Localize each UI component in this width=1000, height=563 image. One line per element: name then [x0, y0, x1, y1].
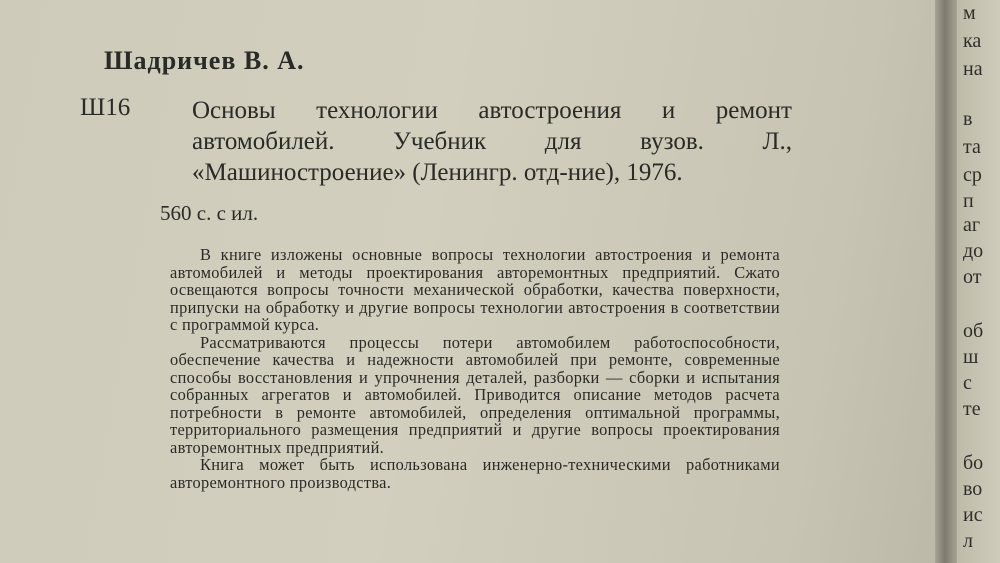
- next-page-fragment: л: [963, 530, 973, 552]
- catalog-code: Ш16: [80, 94, 131, 121]
- next-page-fragment: ш: [963, 346, 979, 368]
- next-page-fragment: те: [963, 398, 981, 420]
- next-page-fragment: от: [963, 266, 982, 288]
- next-page-fragment: ис: [963, 504, 983, 526]
- next-page-fragment: та: [963, 136, 981, 158]
- next-page-fragment: ка: [963, 30, 982, 52]
- next-page-fragment: п: [963, 190, 974, 212]
- next-page-fragment: аг: [963, 214, 981, 236]
- book-title: Основы технологии автостроения и ремонт автомобилей. Учебник для вузов. Л., «Машиностроение» (Ленингр. отд-ние), 1976.: [192, 97, 792, 186]
- next-page-fragment: м: [963, 2, 976, 24]
- next-page-fragment: бо: [963, 452, 984, 474]
- abstract-paragraph-1: В книге изложены основные вопросы технологии автостроения и ремонта автомобилей и методы проектирования авторемонтных предприятий. Сжато освещаются вопросы точности механической обработки, качества поверхности, припуски на обработку и другие вопросы технологии автостроения в соответствии с программой курса.: [170, 245, 780, 334]
- abstract-paragraph-3: Книга может быть использована инженерно-техническими работниками авторемонтного производства.: [170, 455, 780, 492]
- next-page-fragment: с: [963, 372, 972, 394]
- next-page-fragment: до: [963, 240, 984, 262]
- next-page-fragment: во: [963, 478, 983, 500]
- next-page-fragment: в: [963, 108, 973, 130]
- abstract: [170, 246, 780, 491]
- abstract-paragraph-2: Рассматриваются процессы потери автомобилем работоспособности, обеспечение качества и надежности автомобилей при ремонте, современные способы восстановления и упрочнения деталей, разборки — сборки и испытания собранных агрегатов и автомобилей. Приводится описание методов расчета потребности в ремонте автомобилей, определения оптимальной программы, территориального размещения предприятий и другие вопросы проектирования авторемонтных предприятий.: [170, 332, 780, 457]
- next-page-fragment: ср: [963, 164, 982, 186]
- page-count: 560 с. с ил.: [160, 201, 259, 225]
- book-gutter: [935, 0, 957, 563]
- next-page-fragment: на: [963, 58, 983, 80]
- next-page-fragment: об: [963, 320, 984, 342]
- next-page-edge: [957, 0, 1000, 563]
- author-name: Шадричев В. А.: [104, 46, 305, 75]
